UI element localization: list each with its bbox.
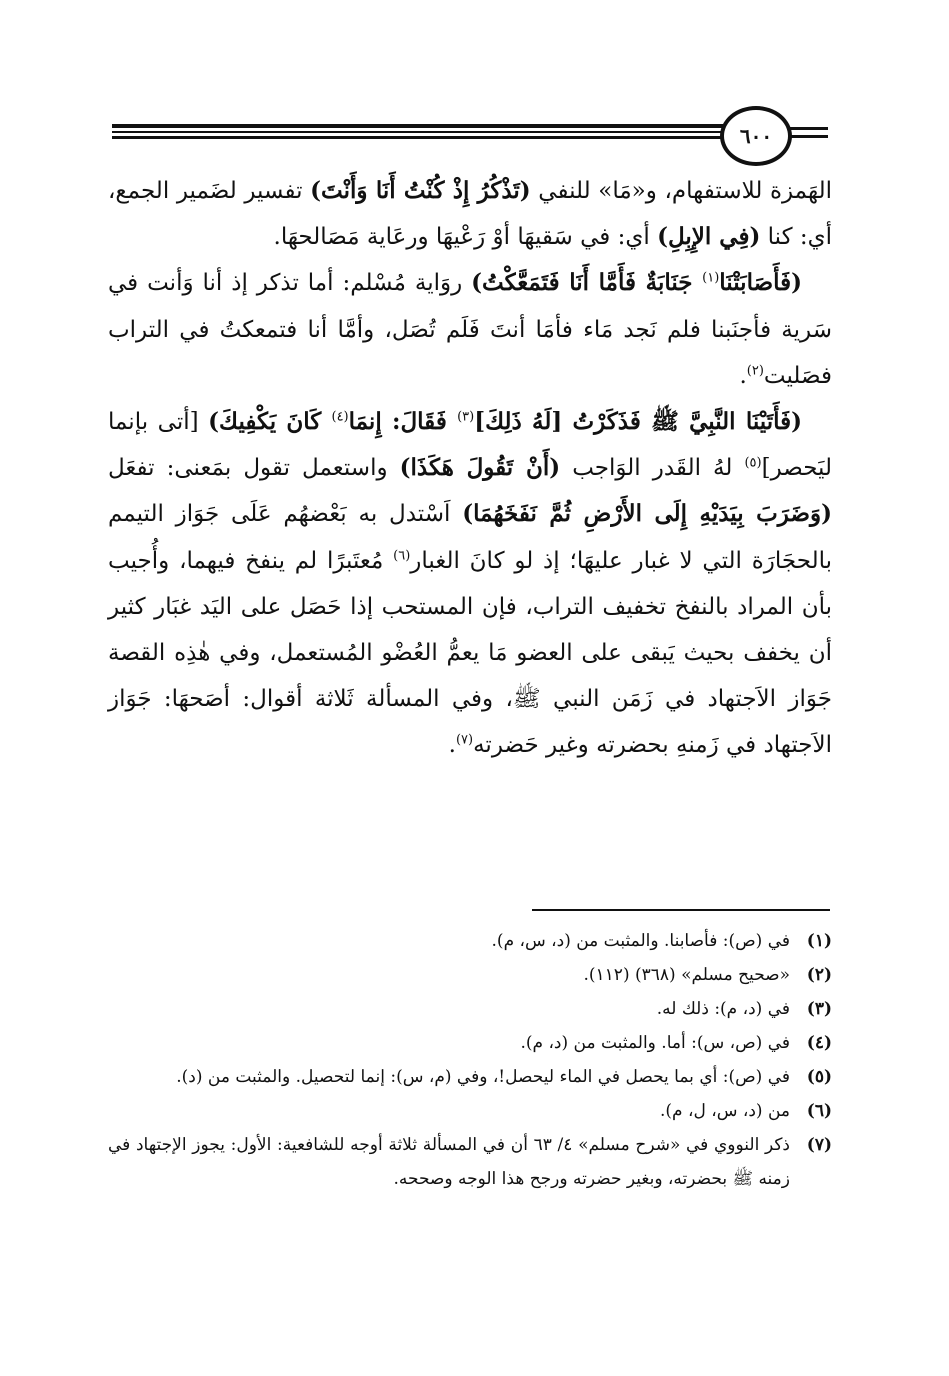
commentary-text: تفسير لضَمير الجمع، أي: كنا (108, 178, 832, 251)
main-text (108, 168, 832, 769)
footnote-number: (٧) (806, 1135, 832, 1155)
footnotes (108, 924, 832, 1196)
hadith-quote: فَقَالَ: إِنمَا (348, 408, 458, 436)
footnote-text: من (د، س، ل، م). (660, 1101, 790, 1121)
hadith-quote: (أَنْ تَقُولَ هَكَذَا) (399, 454, 561, 482)
header-rule (788, 127, 828, 130)
footnote (108, 1026, 832, 1060)
hadith-quote: (وَضَرَبَ بِيَدَيْهِ إِلَى الأَرْضِ ثُمَّ نَفَخَهُمَا) (462, 500, 832, 528)
footnote-ref: (٣) (457, 409, 475, 425)
commentary-text: . (448, 732, 456, 759)
footnote-ref: (٦) (393, 547, 411, 563)
hadith-quote: (تَذْكُرُ إِذْ كُنْتُ أَنَا وَأَنْتَ) (310, 177, 531, 204)
footnote (108, 992, 832, 1026)
footnote-number: (٣) (806, 999, 832, 1019)
page-header (112, 110, 828, 156)
footnote-text: «صحيح مسلم» (٣٦٨) (١١٢). (583, 965, 790, 985)
header-rule (112, 136, 724, 139)
footnote-ref: (٢) (746, 363, 764, 379)
footnote-text: في (د، م): ذلك له. (656, 999, 790, 1019)
commentary-text: أي: في سَقيهَا أوْ رَعْيهَا ورعَاية مَصَالحهَا. (273, 224, 658, 251)
footnote-text: في (ص، س): أما. والمثبت من (د، م). (520, 1033, 790, 1053)
footnote-ref: (٥) (744, 455, 762, 471)
header-rule (112, 124, 724, 128)
hadith-quote: كَانَ يَكْفِيكَ) (208, 408, 332, 436)
commentary-text: روَاية مُسْلم: أما تذكر إذ أنا وَأنت في سَرية فأجنَبنا فلم نَجد مَاء فأمَا أنتَ فَلَم تُصَل، وأمَّا أنا فتمعكتُ في التراب فصَليت (108, 270, 832, 389)
commentary-text: لهُ القَدر الوَاجب (560, 455, 745, 482)
footnote (108, 1094, 832, 1128)
footnote-number: (٢) (806, 965, 832, 985)
footnote-number: (٥) (806, 1067, 832, 1087)
footnote-text: في (ص): فأصابنا. والمثبت من (د، س، م). (491, 931, 790, 951)
footnote (108, 958, 832, 992)
footnote (108, 1128, 832, 1196)
footnote-text: ذكر النووي في «شرح مسلم» ٤/ ٦٣ أن في المسألة ثلاثة أوجه للشافعية: الأول: يجوز الإجتهاد في زمنه ﷺ بحضرته، وبغير حضرته ورجح هذا الوجه وصححه. (108, 1135, 791, 1189)
footnote-number: (٤) (806, 1033, 832, 1053)
hadith-quote: جَنَابَةٌ فَأَمَّا أَنَا فَتَمَعَّكْتُ) (471, 269, 703, 297)
commentary-text: مُعتَبرًا لم ينفخ فيهما، وأُجيب بأن المراد بالنفخ تخفيف التراب، فإن المستحب إذا حَصَل على اليَد غبَار كثير أن يخفف بحيث يَبقى على العضو مَا يعمُّ العُضْو المُستعمل، وفي هٰذِه القصة جَوَاز الاَجتهاد في زَمَن النبي ﷺ، وفي المسألة ثَلاثة أقوال: أصَحهَا: جَوَاز الاَجتهاد في زَمنهِ بحضرته وغير حَضرته (108, 547, 832, 759)
footnote-text: في (ص): أي بما يحصل في الماء ليحصل!، وفي (م، س): إنما لتحصيل. والمثبت من (د). (176, 1067, 790, 1087)
footnote (108, 924, 832, 958)
commentary-text: اَسْتدل به بَعْضهُم عَلَى جَوَاز التيمم بالحجَارَة التي لا غبار عليهَا؛ إذ لو كانَ الغبار (108, 501, 833, 574)
hadith-quote: (فَأَتَيْنَا النَّبِيَّ ﷺ فَذَكَرْتُ [لَهُ ذَلِكَ] (474, 408, 802, 436)
commentary-text: . (739, 362, 747, 389)
footnote-ref: (١) (702, 270, 720, 286)
footnote (108, 1060, 832, 1094)
paragraph (108, 168, 832, 260)
header-rule (788, 135, 828, 138)
header-rule (112, 131, 724, 133)
commentary-text: [أتى بإنما ليَحصر] (108, 409, 832, 482)
page-number: ٦٠٠ (720, 106, 792, 166)
footnote-number: (١) (806, 931, 832, 951)
hadith-quote: (فِي الإِبِلِ) (657, 223, 761, 251)
footnote-number: (٦) (806, 1101, 832, 1121)
paragraph (108, 399, 832, 769)
footnote-separator (532, 909, 830, 911)
commentary-text: الهَمزة للاستفهام، و«مَا» للنفي (530, 178, 832, 204)
footnote-ref: (٤) (331, 409, 349, 425)
footnote-ref: (٧) (455, 732, 474, 748)
hadith-quote: (فَأَصَابَتْنَا (719, 269, 802, 297)
paragraph (108, 260, 832, 399)
commentary-text: واستعمل تقول بمَعنى: تفعَل (108, 455, 400, 482)
